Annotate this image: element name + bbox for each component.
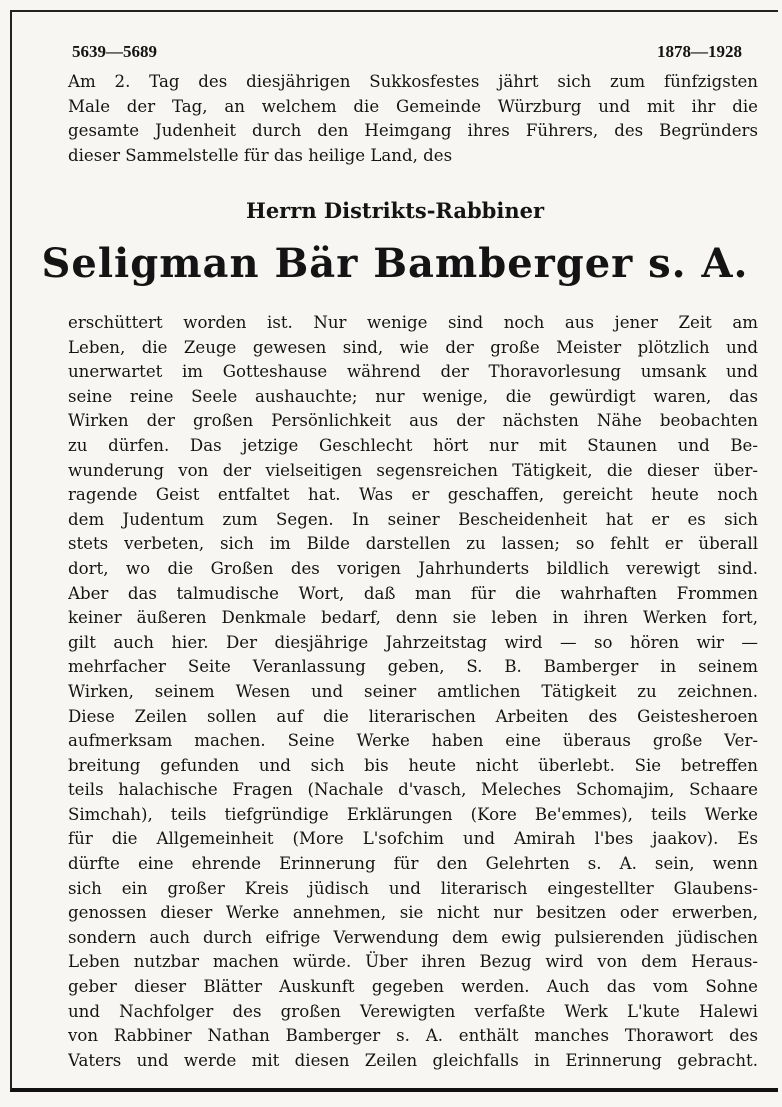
body-line: Vaters und werde mit diesen Zeilen gleichfalls in Erinnerung gebracht. xyxy=(68,1050,758,1070)
intro-paragraph xyxy=(68,70,758,168)
body-line: breitung gefunden und sich bis heute nicht überlebt. Sie betreffen xyxy=(68,755,758,775)
body-line: sondern auch durch eifrige Verwendung dem ewig pulsierenden jüdischen xyxy=(68,927,758,947)
body-line: sich ein großer Kreis jüdisch und literarisch eingestellter Glaubens- xyxy=(68,878,758,898)
body-line: stets verbeten, sich im Bilde darstellen zu lassen; so fehlt er überall xyxy=(68,534,758,554)
name-headline: Seligman Bär Bamberger s. A. xyxy=(41,240,749,287)
body-line: und Nachfolger des großen Verewigten verfaßte Werk L'kute Halewi xyxy=(68,1001,758,1021)
intro-line: Male der Tag, an welchem die Gemeinde Würzburg und mit ihr die xyxy=(68,96,758,116)
gregorian-year-range: 1878—1928 xyxy=(657,42,742,61)
body-line: aufmerksam machen. Seine Werke haben eine überaus große Ver- xyxy=(68,731,758,751)
document-page xyxy=(10,10,778,1092)
body-line: dürfte eine ehrende Erinnerung für den Gelehrten s. A. sein, wenn xyxy=(68,854,758,874)
body-line: unerwartet im Gotteshause während der Thoravorlesung umsank und xyxy=(68,362,758,382)
body-line: mehrfacher Seite Veranlassung geben, S. B. Bamberger in seinem xyxy=(68,657,758,677)
body-line: Leben, die Zeuge gewesen sind, wie der große Meister plötzlich und xyxy=(68,337,758,357)
body-line: keiner äußeren Denkmale bedarf, denn sie leben in ihren Werken fort, xyxy=(68,608,758,628)
body-line: geber dieser Blätter Auskunft gegeben werden. Auch das vom Sohne xyxy=(68,977,758,997)
intro-line: Am 2. Tag des diesjährigen Sukkosfestes jährt sich zum fünfzigsten xyxy=(68,72,758,91)
body-line: dort, wo die Großen des vorigen Jahrhunderts bildlich verewigt sind. xyxy=(68,558,758,578)
body-line: teils halachische Fragen (Nachale d'vasch, Meleches Schomajim, Schaare xyxy=(68,780,758,800)
body-line: gilt auch hier. Der diesjährige Jahrzeitstag wird — so hören wir — xyxy=(68,632,758,652)
body-line: Simchah), teils tiefgründige Erklärungen (Kore Be'emmes), teils Werke xyxy=(68,804,758,824)
body-line: wunderung von der vielseitigen segensreichen Tätigkeit, die dieser über- xyxy=(68,460,758,480)
body-line: von Rabbiner Nathan Bamberger s. A. enthält manches Thorawort des xyxy=(68,1026,758,1046)
body-line: Wirken, seinem Wesen und seiner amtlichen Tätigkeit zu zeichnen. xyxy=(68,681,758,701)
body-line: für die Allgemeinheit (More L'sofchim und Amirah l'bes jaakov). Es xyxy=(68,829,758,849)
body-line: zu dürfen. Das jetzige Geschlecht hört nur mit Staunen und Be- xyxy=(68,435,758,455)
intro-line: dieser Sammelstelle für das heilige Land, des xyxy=(68,145,453,165)
body-line: Leben nutzbar machen würde. Über ihren Bezug wird von dem Heraus- xyxy=(68,952,758,972)
body-paragraph xyxy=(68,311,758,1073)
body-line: erschüttert worden ist. Nur wenige sind noch aus jener Zeit am xyxy=(68,313,758,332)
body-line: ragende Geist entfaltet hat. Was er geschaffen, gereicht heute noch xyxy=(68,485,758,505)
page-header xyxy=(72,42,742,62)
honorific-title: Herrn Distrikts-Rabbiner xyxy=(245,198,545,223)
hebrew-year-range: 5639—5689 xyxy=(72,42,157,61)
body-line: genossen dieser Werke annehmen, sie nicht nur besitzen oder erwerben, xyxy=(68,903,758,923)
intro-line: gesamte Judenheit durch den Heimgang ihres Führers, des Begründers xyxy=(68,121,758,140)
body-line: seine reine Seele aushauchte; nur wenige, die gewürdigt waren, das xyxy=(68,386,758,406)
body-line: Diese Zeilen sollen auf die literarischen Arbeiten des Geistesheroen xyxy=(68,706,758,726)
body-line: Wirken der großen Persönlichkeit aus der nächsten Nähe beobachten xyxy=(68,411,758,431)
body-line: Aber das talmudische Wort, daß man für die wahrhaften Frommen xyxy=(68,583,758,603)
body-line: dem Judentum zum Segen. In seiner Bescheidenheit hat er es sich xyxy=(68,509,758,529)
